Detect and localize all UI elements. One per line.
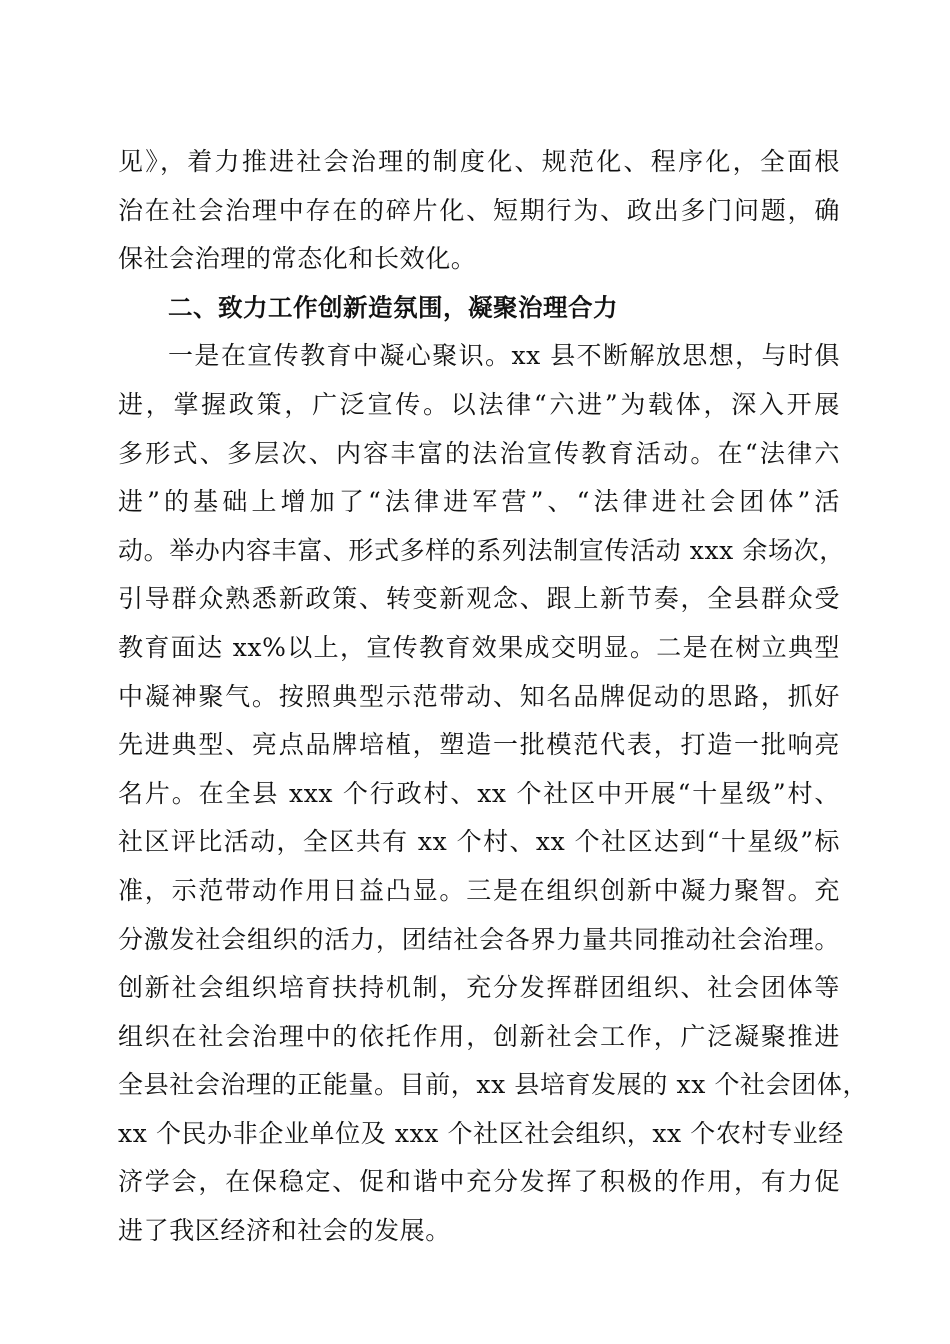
text-line: 动。举办内容丰富、形式多样的系列法制宣传活动 xxx 余场次，	[118, 535, 845, 565]
text-line: 组织在社会治理中的依托作用，创新社会工作，广泛凝聚推进	[118, 1021, 840, 1051]
text-line: 济学会，在保稳定、促和谐中充分发挥了积极的作用，有力促	[118, 1167, 840, 1197]
text-line: 先进典型、亮点品牌培植，塑造一批模范代表，打造一批响亮	[118, 730, 840, 760]
text-line: 准，示范带动作用日益凸显。三是在组织创新中凝力聚智。充	[118, 875, 840, 905]
text-line: 进”的基础上增加了“法律进军营”、“法律进社会团体”活	[118, 487, 840, 517]
text-line: 引导群众熟悉新政策、转变新观念、跟上新节奏，全县群众受	[118, 584, 840, 614]
body-paragraph	[118, 332, 869, 1255]
text-line: 多形式、多层次、内容丰富的法治宣传教育活动。在“法律六	[118, 438, 840, 468]
text-line: 一是在宣传教育中凝心聚识。xx 县不断解放思想，与时俱	[168, 341, 840, 371]
text-line: 创新社会组织培育扶持机制，充分发挥群团组织、社会团体等	[118, 973, 840, 1003]
text-line: 全县社会治理的正能量。目前，xx 县培育发展的 xx 个社会团体，	[118, 1070, 869, 1100]
text-line: 教育面达 xx%以上，宣传教育效果成交明显。二是在树立典型	[118, 632, 840, 662]
text-line: 见》，着力推进社会治理的制度化、规范化、程序化，全面根	[118, 147, 840, 176]
text-line: 进，掌握政策，广泛宣传。以法律“六进”为载体，深入开展	[118, 389, 840, 419]
text-line: 名片。在全县 xxx 个行政村、xx 个社区中开展“十星级”村、	[118, 778, 840, 808]
section-heading	[118, 284, 840, 333]
text-line: 分激发社会组织的活力，团结社会各界力量共同推动社会治理。	[118, 924, 840, 954]
document-body	[118, 138, 869, 1256]
text-line: xx 个民办非企业单位及 xxx 个社区社会组织，xx 个农村专业经	[118, 1118, 844, 1148]
text-line: 中凝神聚气。按照典型示范带动、知名品牌促动的思路，抓好	[118, 681, 840, 711]
text-line: 进了我区经济和社会的发展。	[118, 1216, 451, 1246]
section-heading-text: 二、致力工作创新造氛围，凝聚治理合力	[168, 292, 618, 322]
intro-paragraph	[118, 138, 840, 284]
text-line: 治在社会治理中存在的碎片化、短期行为、政出多门问题，确	[118, 195, 840, 225]
text-line: 保社会治理的常态化和长效化。	[118, 244, 477, 274]
text-line: 社区评比活动，全区共有 xx 个村、xx 个社区达到“十星级”标	[118, 827, 840, 857]
